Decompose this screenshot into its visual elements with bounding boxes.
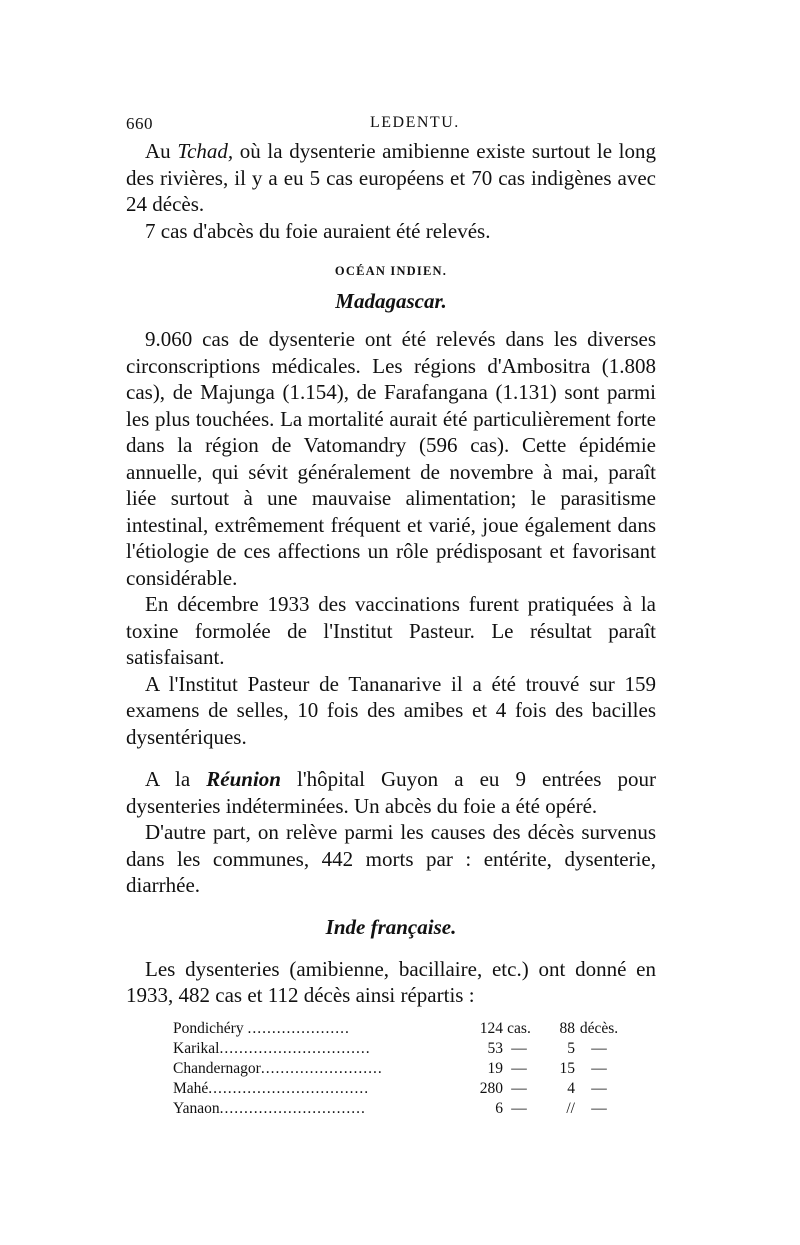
section-title-madagascar: Madagascar.	[335, 289, 447, 313]
reunion-paragraph-1	[126, 766, 656, 819]
running-head: LEDENTU.	[370, 114, 460, 131]
table-row-cases: 280	[479, 1079, 503, 1097]
inde-intro-paragraph: Les dysenteries (amibienne, bacillaire, etc.) ont donné en 1933, 482 cas et 112 décès ainsi répartis :	[126, 956, 656, 1007]
reunion-text: l'hôpital Guyon a eu 9 entrées pour dysenteries indéterminées. Un abcès du foie a été opéré.	[126, 767, 656, 818]
table-row-deaths: 88	[559, 1019, 575, 1037]
table-row-cases-unit: —	[511, 1099, 527, 1117]
table-row-cases-unit: cas.	[507, 1019, 531, 1037]
table-row: Mahé................................. 280 — 4 —	[173, 1079, 656, 1099]
table-row-deaths-unit: —	[591, 1099, 607, 1117]
table-row-cases: 53	[487, 1039, 503, 1057]
table-row-deaths-unit: —	[591, 1079, 607, 1097]
table-row-deaths: 15	[559, 1059, 575, 1077]
table-row: Karikal............................... 53 — 5 —	[173, 1039, 656, 1059]
tchad-lead: Au	[145, 139, 171, 163]
table-row-place: Mahé	[173, 1079, 209, 1097]
madagascar-paragraph-1: 9.060 cas de dysenterie ont été relevés dans les diverses circonscriptions médicales. Les régions d'Ambositra (1.808 cas), de Majunga (1.154), de Farafangana (1.131) sont parmi les plus touchées. La mortalité aurait été particulièrement forte dans la région de Vatomandry (596 cas). Cette épidémie annuelle, qui sévit généralement de novembre à mai, paraît liée surtout à une mauvaise alimentation; le parasitisme intestinal, extrêmement fréquent et varié, joue également dans l'étiologie de ces affections un rôle prédisposant et favorisant considérable.	[126, 327, 656, 590]
table-row-deaths: 4	[567, 1079, 575, 1097]
reunion-lead: A la	[145, 767, 191, 791]
tchad-abces-paragraph: 7 cas d'abcès du foie auraient été relevés.	[145, 218, 491, 243]
madagascar-paragraph-3: A l'Institut Pasteur de Tananarive il a été trouvé sur 159 examens de selles, 10 fois des amibes et 4 fois des bacilles dysentériques.	[126, 671, 656, 749]
page	[126, 114, 656, 1119]
inde-table	[173, 1019, 656, 1119]
table-row-cases-unit: —	[511, 1059, 527, 1077]
tchad-place: Tchad,	[177, 139, 234, 163]
tchad-text: où la dysenterie amibienne existe surtout le long des rivières, il y a eu 5 cas européens et 70 cas indigènes avec 24 décès.	[126, 139, 656, 216]
table-row-cases: 19	[487, 1059, 503, 1077]
table-row: Yanaon.............................. 6 — // —	[173, 1099, 656, 1119]
table-row-deaths: 5	[567, 1039, 575, 1057]
table-row: Pondichéry ..................... 124 cas. 88 décès.	[173, 1019, 656, 1039]
table-row-deaths-unit: —	[591, 1059, 607, 1077]
table-row-cases: 124	[479, 1019, 503, 1037]
tchad-paragraph	[126, 138, 656, 218]
table-row: Chandernagor......................... 19 — 15 —	[173, 1059, 656, 1079]
table-row-place: Chandernagor	[173, 1059, 261, 1077]
table-row-deaths-unit: décès.	[579, 1019, 619, 1037]
table-row-cases-unit: —	[511, 1079, 527, 1097]
page-number: 660	[126, 114, 153, 133]
reunion-paragraph-2: D'autre part, on relève parmi les causes des décès survenus dans les communes, 442 morts par : entérite, dysenterie, diarrhée.	[126, 820, 656, 897]
table-row-place: Yanaon	[173, 1099, 220, 1117]
madagascar-paragraph-2: En décembre 1933 des vaccinations furent pratiquées à la toxine formolée de l'Institut Pasteur. Le résultat paraît satisfaisant.	[126, 592, 656, 669]
table-row-place: Karikal	[173, 1039, 220, 1057]
section-title-inde: Inde française.	[325, 914, 457, 939]
table-row-deaths: //	[566, 1099, 575, 1117]
table-row-cases: 6	[495, 1099, 503, 1117]
section-heading-ocean-indien: OCÉAN INDIEN.	[334, 264, 448, 278]
table-row-place: Pondichéry	[173, 1019, 244, 1037]
reunion-place: Réunion	[206, 767, 281, 791]
table-row-deaths-unit: —	[591, 1039, 607, 1057]
table-row-cases-unit: —	[511, 1039, 527, 1057]
page-header	[126, 114, 656, 138]
